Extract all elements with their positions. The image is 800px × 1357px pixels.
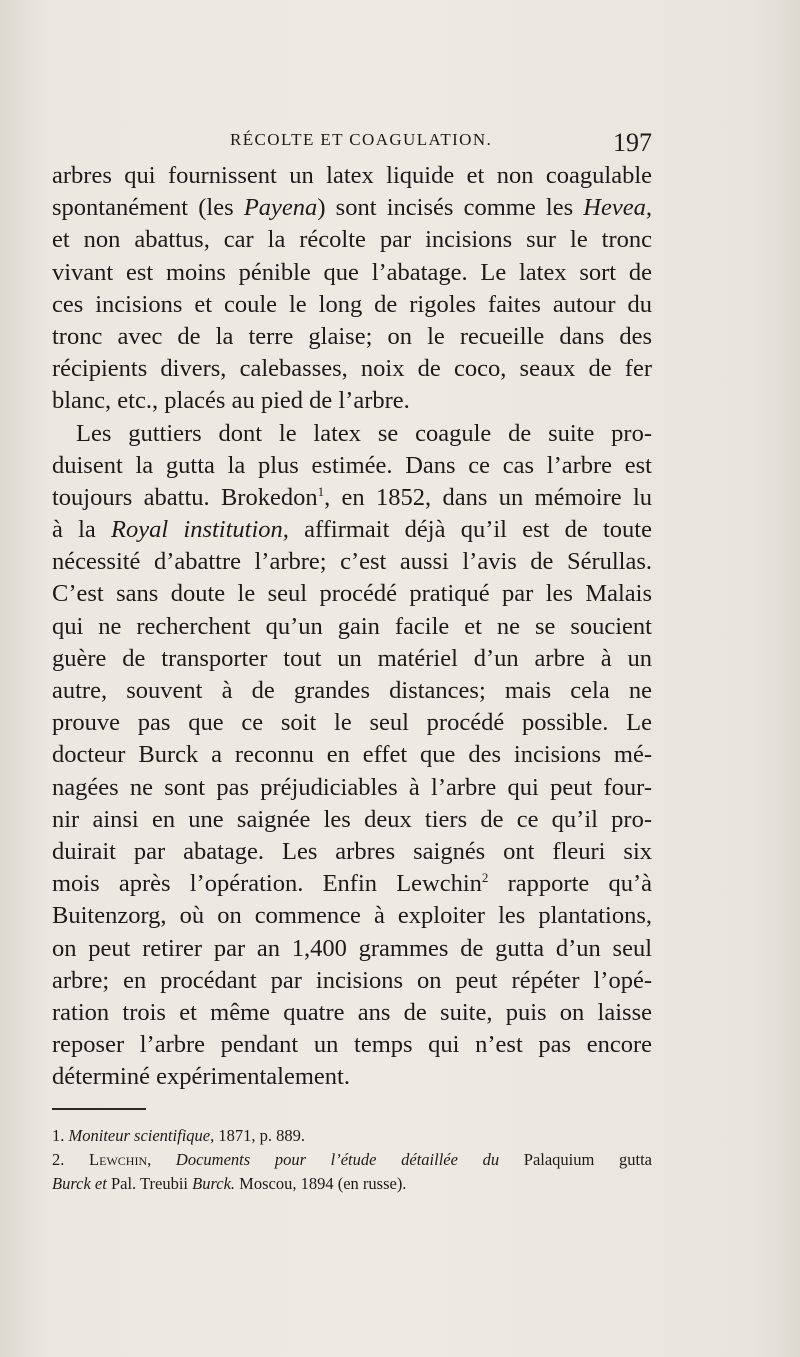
text-line: arbre; en procédant par incisions on peut répéter l’opé- <box>52 966 652 994</box>
text-line: docteur Burck a reconnu en effet que des incisions mé- <box>52 741 652 769</box>
text-line: à la Royal institution, affirmait déjà qu’il est de toute <box>52 516 652 544</box>
running-head <box>52 128 652 162</box>
footnote-ref-2: 2 <box>481 870 489 886</box>
text-line: toujours abattu. Brokedon$^1$, en 1852, dans un mémoire lu <box>52 483 653 511</box>
text-line: récipients divers, calebasses, noix de coco, seaux de fer <box>52 355 652 383</box>
text-line: nagées ne sont pas préjudiciables à l’arbre qui peut four- <box>52 773 652 801</box>
genus-hevea: Hevea, <box>583 194 652 222</box>
text-line: mois après l’opération. Enfin Lewchin$^2$ rapporte qu’à <box>52 870 652 898</box>
page-number: 197 <box>613 128 652 157</box>
text-line: ration trois et même quatre ans de suite, puis on laisse <box>52 998 652 1026</box>
genus-payena: Payena <box>243 194 318 222</box>
text-line: Les guttiers dont le latex se coagule de suite pro- <box>76 419 652 447</box>
text-line: nir ainsi en une saignée les deux tiers de ce qu’il pro- <box>52 805 652 833</box>
text-line: arbres qui fournissent un latex liquide et non coagulable <box>52 162 652 189</box>
text-line: duirait par abatage. Les arbres saignés ont fleuri six <box>52 837 652 865</box>
footnote-1: 1. Moniteur scientifique, 1871, p. 889. <box>52 1126 305 1145</box>
text-line: ces incisions et coule le long de rigoles faites autour du <box>52 290 652 318</box>
footnote-rule <box>52 1108 146 1110</box>
text-line: reposer l’arbre pendant un temps qui n’est pas encore <box>52 1031 652 1059</box>
text-line: tronc avec de la terre glaise; on le recueille dans des <box>52 322 652 350</box>
text-line: nécessité d’abattre l’arbre; c’est aussi l’avis de Sérullas. <box>52 548 652 576</box>
text-line: déterminé expérimentalement. <box>52 1063 350 1091</box>
text-line: blanc, etc., placés au pied de l’arbre. <box>52 387 410 415</box>
text-line: autre, souvent à de grandes distances; mais cela ne <box>52 677 652 704</box>
text-line: guère de transporter tout un matériel d’un arbre à un <box>52 644 652 672</box>
body-text <box>52 160 652 1093</box>
royal-institution: Royal institution, <box>111 516 289 544</box>
text-line: et non abattus, car la récolte par incisions sur le tronc <box>52 226 652 254</box>
footnote-2-continued: Burck et Pal. Treubii Burck. Moscou, 1894 (en russe). <box>52 1174 407 1193</box>
text-line: vivant est moins pénible que l’abatage. Le latex sort de <box>52 258 652 286</box>
footnote-2: 2. Lewchin, Documents pour l’étude détaillée du Palaquium gutta <box>52 1150 653 1169</box>
text-line: prouve pas que ce soit le seul procédé possible. Le <box>52 709 652 737</box>
text-line: qui ne recherchent qu’un gain facile et ne se soucient <box>52 612 652 640</box>
running-head-title: RÉCOLTE ET COAGULATION. <box>230 130 493 149</box>
footnote-ref-1: 1 <box>317 483 325 499</box>
text-line: on peut retirer par an 1,400 grammes de gutta d’un seul <box>52 934 652 962</box>
text-line: Buitenzorg, où on commence à exploiter les plantations, <box>52 902 652 930</box>
text-line: duisent la gutta la plus estimée. Dans ce cas l’arbre est <box>52 451 652 479</box>
text-line: spontanément (les Payena) sont incisés comme les Hevea, <box>52 194 652 222</box>
text-line: C’est sans doute le seul procédé pratiqué par les Malais <box>52 580 652 608</box>
footnotes <box>52 1124 652 1196</box>
